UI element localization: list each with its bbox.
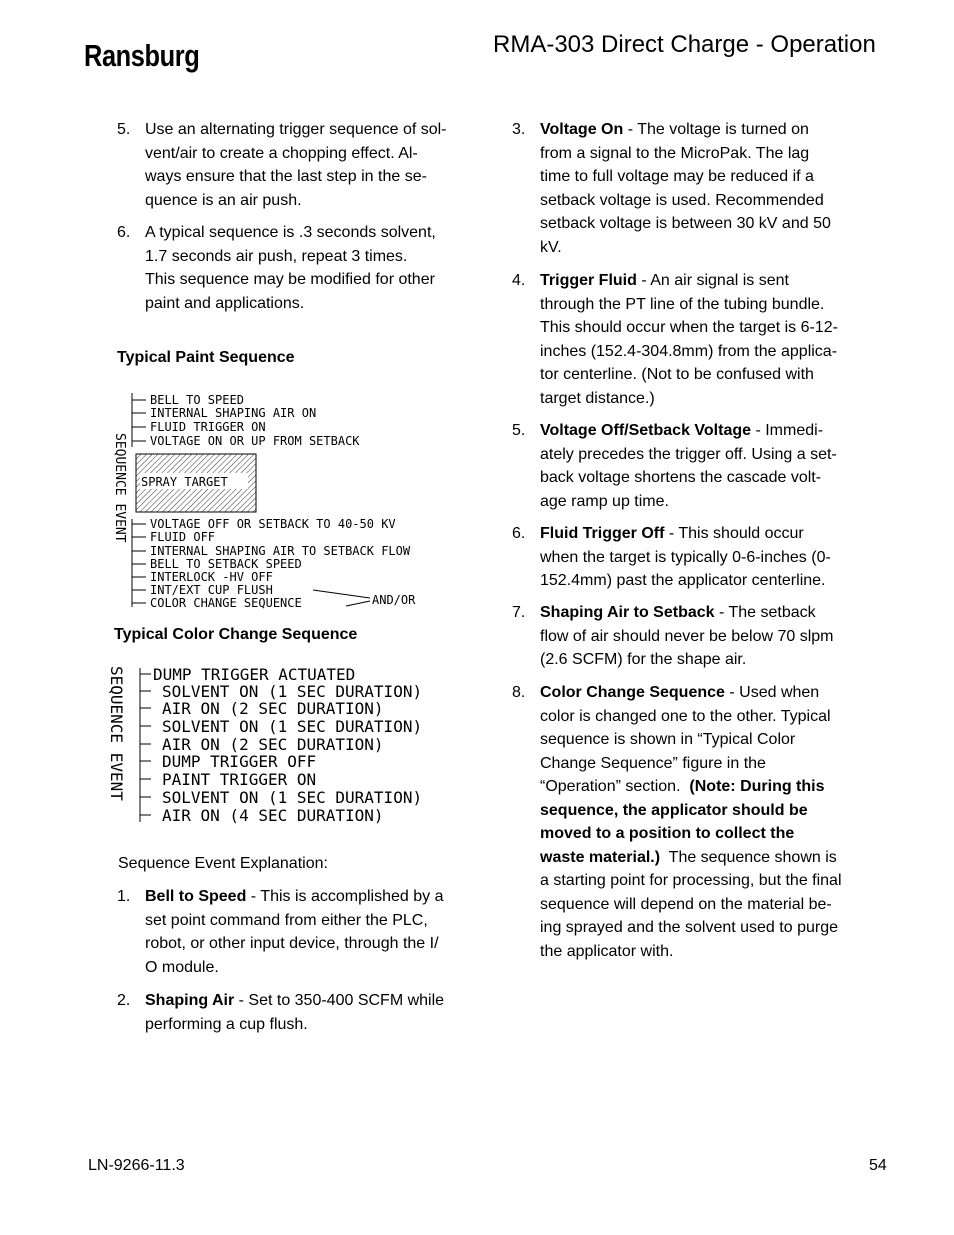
list-number: 2. (117, 992, 131, 1009)
text-line: - This is accomplished by a (246, 888, 444, 905)
text-line: inches (152.4-304.8mm) from the applica- (540, 342, 838, 360)
event-label: FLUID TRIGGER ON (150, 420, 266, 434)
text-line: set point command from either the PLC, (145, 911, 428, 929)
list-number: 5. (117, 121, 131, 138)
text-line: color is changed one to the other. Typical (540, 707, 831, 725)
paint-sequence-diagram (108, 385, 488, 615)
event-label: INTERNAL SHAPING AIR TO SETBACK FLOW (150, 544, 411, 558)
list-item-6 (117, 221, 487, 317)
side-label: SEQUENCE EVENT (107, 666, 126, 801)
term: Fluid Trigger Off (540, 525, 665, 542)
text-line: - Set to 350-400 SCFM while (234, 992, 445, 1009)
event-label: BELL TO SETBACK SPEED (150, 557, 302, 571)
note-text: sequence, the applicator should be (540, 801, 808, 819)
event-label: COLOR CHANGE SEQUENCE (150, 596, 302, 610)
event-label: BELL TO SPEED (150, 393, 244, 407)
term: Shaping Air (145, 992, 235, 1009)
text-line: the applicator with. (540, 942, 674, 960)
event-label: VOLTAGE ON OR UP FROM SETBACK (150, 434, 360, 448)
text-line: - The setback (714, 604, 816, 621)
event-label: INT/EXT CUP FLUSH (150, 583, 273, 597)
list-number: 3. (512, 121, 526, 138)
text-line: - Used when (724, 684, 820, 701)
explanation-item-8 (512, 681, 872, 966)
text-line: 152.4mm) past the applicator centerline. (540, 572, 826, 589)
note-text: (Note: During this (689, 778, 825, 795)
text-line: quence is an air push. (145, 191, 302, 209)
and-or-label: AND/OR (372, 593, 416, 607)
term: Voltage On (540, 121, 624, 138)
list-number: 7. (512, 604, 526, 621)
event-label: INTERNAL SHAPING AIR ON (150, 406, 317, 420)
ransburg-logo: Ransburg (84, 38, 200, 73)
text-line: a starting point for processing, but the final (540, 872, 842, 889)
text-line: flow of air should never be below 70 slpm (540, 627, 834, 645)
explanation-item-3 (512, 118, 872, 260)
text-line: “Operation” section. (540, 778, 690, 795)
text-line: - The voltage is turned on (623, 121, 809, 138)
spray-target-label: SPRAY TARGET (141, 475, 228, 489)
event-label: DUMP TRIGGER ACTUATED (153, 665, 356, 684)
text-line: ing sprayed and the solvent used to purge (540, 919, 838, 936)
text-line: A typical sequence is .3 seconds solvent, (145, 224, 436, 241)
text-line: This sequence may be modified for other (145, 271, 435, 288)
text-line: - Immedi- (751, 422, 824, 439)
list-number: 6. (117, 224, 131, 241)
event-label: AIR ON (4 SEC DURATION) (162, 806, 384, 825)
text-line: age ramp up time. (540, 492, 669, 510)
note-text: waste material.) (540, 848, 661, 866)
text-line: sequence is shown in “Typical Color (540, 731, 796, 748)
list-number: 5. (512, 422, 526, 439)
text-line: back voltage shortens the cascade volt- (540, 469, 822, 486)
text-line: sequence will depend on the material be- (540, 895, 832, 913)
text-line: ways ensure that the last step in the se- (145, 168, 427, 185)
event-label: SOLVENT ON (1 SEC DURATION) (162, 788, 423, 807)
explanation-item-7 (512, 601, 872, 673)
text-line: - This should occur (664, 525, 804, 542)
list-number: 1. (117, 888, 131, 905)
text-line: tor centerline. (Not to be confused with (540, 366, 814, 383)
event-label: PAINT TRIGGER ON (162, 770, 317, 789)
text-line: robot, or other input device, through the I/ (145, 935, 439, 952)
list-number: 4. (512, 272, 526, 289)
text-line: 1.7 seconds air push, repeat 3 times. (145, 247, 408, 265)
side-label: SEQUENCE EVENT (112, 433, 127, 543)
text-line: performing a cup flush. (145, 1015, 308, 1033)
term: Bell to Speed (145, 888, 247, 905)
text-line: ately precedes the trigger off. Using a set- (540, 445, 837, 463)
explanation-item-5 (512, 419, 872, 515)
paint-sequence-heading: Typical Paint Sequence (117, 349, 295, 366)
term: Shaping Air to Setback (540, 604, 715, 621)
text-line: Change Sequence” figure in the (540, 754, 766, 772)
term: Color Change Sequence (540, 684, 725, 701)
text-line: - An air signal is sent (636, 272, 789, 289)
text-line: This should occur when the target is 6-12- (540, 319, 838, 336)
list-number: 6. (512, 525, 526, 542)
text-line: setback voltage is used. Recommended (540, 191, 824, 209)
event-label: FLUID OFF (150, 530, 216, 544)
event-label: SOLVENT ON (1 SEC DURATION) (162, 682, 423, 701)
list-number: 8. (512, 684, 526, 701)
term: Trigger Fluid (540, 272, 637, 289)
color-change-heading: Typical Color Change Sequence (114, 626, 358, 643)
text-line: (2.6 SCFM) for the shape air. (540, 651, 747, 668)
text-line: from a signal to the MicroPak. The lag (540, 144, 810, 162)
text-line: target distance.) (540, 389, 655, 407)
text-line: time to full voltage may be reduced if a (540, 168, 814, 185)
explanation-item-2 (117, 989, 487, 1037)
text-line: when the target is typically 0-6-inches (0- (540, 548, 831, 566)
explanation-item-1 (117, 885, 487, 981)
page-number: 54 (869, 1157, 887, 1174)
term: Voltage Off/Setback Voltage (540, 422, 752, 439)
text-line: O module. (145, 958, 219, 976)
document-number: LN-9266-11.3 (88, 1157, 185, 1174)
page-header-title: RMA-303 Direct Charge - Operation (493, 31, 876, 58)
explanation-item-4 (512, 269, 872, 411)
text-line: setback voltage is between 30 kV and 50 (540, 215, 831, 232)
event-label: VOLTAGE OFF OR SETBACK TO 40-50 KV (150, 517, 396, 531)
text-line: kV. (540, 238, 562, 256)
and-or-connector (313, 590, 370, 598)
text-line: The sequence shown is (660, 848, 837, 866)
color-change-diagram (106, 660, 491, 840)
explanation-item-6 (512, 522, 872, 594)
explanation-intro: Sequence Event Explanation: (118, 855, 328, 872)
event-label: SOLVENT ON (1 SEC DURATION) (162, 717, 423, 736)
event-label: AIR ON (2 SEC DURATION) (162, 699, 384, 718)
text-line: paint and applications. (145, 294, 305, 312)
text-line: through the PT line of the tubing bundle. (540, 295, 825, 313)
event-label: INTERLOCK -HV OFF (150, 570, 273, 584)
list-item-5 (117, 118, 487, 214)
text-line: vent/air to create a chopping effect. Al- (145, 144, 418, 162)
note-text: moved to a position to collect the (540, 825, 795, 842)
event-label: DUMP TRIGGER OFF (162, 752, 317, 771)
event-label: AIR ON (2 SEC DURATION) (162, 735, 384, 754)
text-line: Use an alternating trigger sequence of sol- (145, 121, 447, 138)
